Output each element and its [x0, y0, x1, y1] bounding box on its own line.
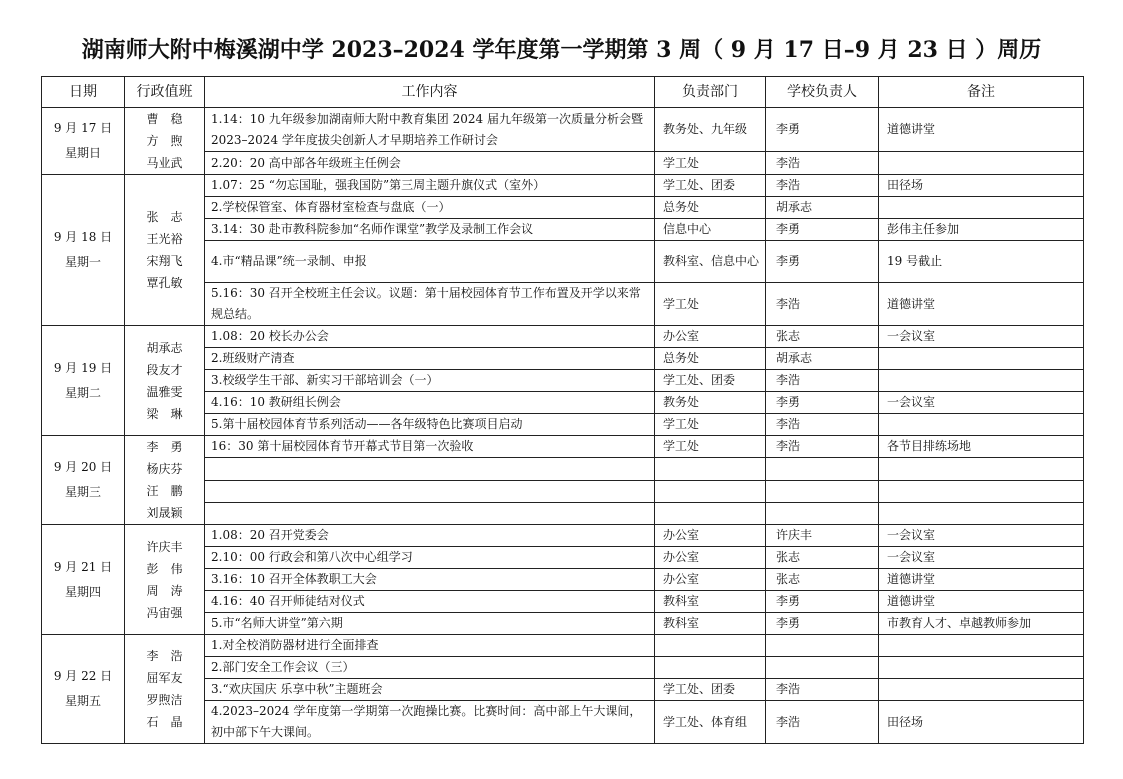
table-row [42, 326, 1084, 348]
person-cell: 李勇 [766, 241, 879, 283]
person-cell: 李浩 [766, 436, 879, 458]
content-cell [205, 458, 655, 480]
header-person: 学校负责人 [766, 77, 879, 108]
department-cell [655, 458, 766, 480]
person-cell: 李浩 [766, 370, 879, 392]
content-cell: 4.2023–2024 学年度第一学期第一次跑操比赛。比赛时间：高中部上午大课间，初中部下午大课间。 [205, 701, 655, 744]
weekday-text: 星期四 [64, 584, 101, 599]
duty-person: 梁 琳 [146, 406, 183, 421]
weekly-calendar-table [41, 76, 1084, 744]
person-cell: 李浩 [766, 679, 879, 701]
duty-person: 温雅雯 [146, 384, 183, 399]
content-cell: 1.07：25 “勿忘国耻，强我国防”第三周主题升旗仪式（室外） [205, 175, 655, 197]
department-cell: 办公室 [655, 525, 766, 547]
date-text: 9 月 17 日 [53, 121, 113, 135]
note-cell: 一会议室 [879, 547, 1084, 569]
duty-person: 彭 伟 [146, 561, 183, 576]
duty-person: 周 涛 [146, 583, 183, 598]
person-cell: 李浩 [766, 701, 879, 744]
person-cell: 李勇 [766, 392, 879, 414]
content-cell: 5.市“名师大讲堂”第六期 [205, 613, 655, 635]
content-cell: 2.班级财产清查 [205, 348, 655, 370]
note-cell [879, 635, 1084, 657]
department-cell: 教科室、信息中心 [655, 241, 766, 283]
duty-cell [125, 175, 205, 326]
page-title: 湖南师大附中梅溪湖中学 2023–2024 学年度第一学期第 3 周（ 9 月 17 日–9 月 23 日 ）周历 [81, 37, 1042, 63]
content-cell: 1.08：20 校长办公会 [205, 326, 655, 348]
content-cell: 2.10：00 行政会和第八次中心组学习 [205, 547, 655, 569]
person-cell: 张志 [766, 547, 879, 569]
table-row [42, 635, 1084, 657]
note-cell: 道德讲堂 [879, 591, 1084, 613]
content-cell [205, 480, 655, 502]
person-cell: 李勇 [766, 591, 879, 613]
table-row [42, 436, 1084, 458]
person-cell: 李勇 [766, 613, 879, 635]
note-cell: 田径场 [879, 701, 1084, 744]
duty-person: 方 煦 [146, 134, 183, 148]
duty-person: 许庆丰 [146, 539, 183, 554]
table-row [42, 175, 1084, 197]
date-text: 9 月 22 日 [53, 669, 113, 683]
note-cell [879, 502, 1084, 524]
department-cell [655, 635, 766, 657]
date-text: 9 月 20 日 [53, 460, 113, 474]
department-cell: 学工处、体育组 [655, 701, 766, 744]
person-cell: 胡承志 [766, 197, 879, 219]
date-text: 9 月 18 日 [53, 230, 113, 244]
weekday-text: 星期三 [64, 485, 101, 499]
person-cell: 李浩 [766, 283, 879, 326]
person-cell: 李勇 [766, 108, 879, 152]
duty-person: 段友才 [146, 362, 183, 377]
date-cell [42, 175, 125, 326]
note-cell [879, 480, 1084, 502]
note-cell: 一会议室 [879, 525, 1084, 547]
person-cell [766, 635, 879, 657]
weekday-text: 星期一 [64, 255, 101, 269]
note-cell: 道德讲堂 [879, 283, 1084, 326]
duty-person: 马业武 [146, 156, 183, 170]
person-cell [766, 502, 879, 524]
date-cell [42, 525, 125, 635]
note-cell: 田径场 [879, 175, 1084, 197]
content-cell: 5.16：30 召开全校班主任会议。议题：第十届校园体育节工作布置及开学以来常规总结。 [205, 283, 655, 326]
content-cell: 3.校级学生干部、新实习干部培训会（一） [205, 370, 655, 392]
content-cell: 1.08：20 召开党委会 [205, 525, 655, 547]
note-cell: 道德讲堂 [879, 569, 1084, 591]
header-date: 日期 [42, 77, 125, 108]
department-cell: 办公室 [655, 569, 766, 591]
department-cell: 学工处 [655, 436, 766, 458]
person-cell: 李勇 [766, 219, 879, 241]
header-content: 工作内容 [205, 77, 655, 108]
duty-person: 冯宙强 [146, 605, 183, 620]
content-cell: 4.16：40 召开师徒结对仪式 [205, 591, 655, 613]
weekday-text: 星期日 [64, 146, 101, 160]
person-cell: 许庆丰 [766, 525, 879, 547]
note-cell [879, 348, 1084, 370]
note-cell [879, 679, 1084, 701]
content-cell: 2.部门安全工作会议（三） [205, 657, 655, 679]
department-cell: 总务处 [655, 348, 766, 370]
table-row [42, 108, 1084, 152]
department-cell: 信息中心 [655, 219, 766, 241]
duty-cell [125, 326, 205, 436]
content-cell: 3.16：10 召开全体教职工大会 [205, 569, 655, 591]
duty-person: 王光裕 [146, 232, 183, 246]
person-cell [766, 657, 879, 679]
duty-person: 李 浩 [146, 649, 183, 663]
content-cell: 16：30 第十届校园体育节开幕式节目第一次验收 [205, 436, 655, 458]
note-cell: 各节目排练场地 [879, 436, 1084, 458]
header-row [42, 77, 1084, 108]
duty-cell [125, 108, 205, 175]
note-cell: 道德讲堂 [879, 108, 1084, 152]
duty-cell [125, 436, 205, 525]
department-cell: 教务处 [655, 392, 766, 414]
note-cell: 彭伟主任参加 [879, 219, 1084, 241]
department-cell [655, 480, 766, 502]
content-cell: 3.“欢庆国庆 乐享中秋”主题班会 [205, 679, 655, 701]
department-cell: 学工处 [655, 414, 766, 436]
department-cell: 学工处 [655, 283, 766, 326]
department-cell [655, 502, 766, 524]
content-cell: 3.14：30 赴市教科院参加“名师作课堂”教学及录制工作会议 [205, 219, 655, 241]
note-cell [879, 657, 1084, 679]
header-note: 备注 [879, 77, 1084, 108]
duty-person: 覃孔敏 [146, 276, 183, 290]
weekday-text: 星期五 [64, 694, 101, 708]
duty-person: 屈军友 [146, 671, 183, 685]
department-cell: 总务处 [655, 197, 766, 219]
duty-person: 罗煦洁 [146, 693, 183, 707]
content-cell: 2.学校保管室、体育器材室检查与盘底（一） [205, 197, 655, 219]
department-cell: 教科室 [655, 613, 766, 635]
duty-person: 汪 鹏 [146, 484, 183, 498]
duty-person: 杨庆芬 [146, 462, 183, 476]
note-cell [879, 197, 1084, 219]
duty-person: 胡承志 [146, 340, 183, 355]
person-cell [766, 480, 879, 502]
department-cell: 教科室 [655, 591, 766, 613]
department-cell: 办公室 [655, 326, 766, 348]
person-cell: 李浩 [766, 414, 879, 436]
person-cell: 李浩 [766, 175, 879, 197]
content-cell: 1.14：10 九年级参加湖南师大附中教育集团 2024 届九年级第一次质量分析会暨 2023–2024 学年度拔尖创新人才早期培养工作研讨会 [205, 108, 655, 152]
department-cell [655, 657, 766, 679]
note-cell: 一会议室 [879, 392, 1084, 414]
person-cell [766, 458, 879, 480]
person-cell: 张志 [766, 569, 879, 591]
duty-person: 石 晶 [146, 715, 183, 729]
content-cell [205, 502, 655, 524]
duty-person: 张 志 [146, 210, 183, 224]
department-cell: 学工处、团委 [655, 175, 766, 197]
department-cell: 学工处、团委 [655, 679, 766, 701]
note-cell [879, 458, 1084, 480]
person-cell: 胡承志 [766, 348, 879, 370]
note-cell: 一会议室 [879, 326, 1084, 348]
department-cell: 办公室 [655, 547, 766, 569]
note-cell: 市教育人才、卓越教师参加 [879, 613, 1084, 635]
weekday-text: 星期二 [64, 385, 101, 400]
table-row [42, 525, 1084, 547]
date-cell [42, 108, 125, 175]
duty-person: 李 勇 [146, 440, 183, 454]
content-cell: 4.16：10 教研组长例会 [205, 392, 655, 414]
note-cell [879, 414, 1084, 436]
content-cell: 5.第十届校园体育节系列活动——各年级特色比赛项目启动 [205, 414, 655, 436]
duty-person: 刘晟颖 [146, 506, 183, 520]
note-cell: 19 号截止 [879, 241, 1084, 283]
duty-cell [125, 525, 205, 635]
date-text: 9 月 19 日 [53, 360, 113, 375]
date-text: 9 月 21 日 [53, 559, 113, 574]
person-cell: 李浩 [766, 152, 879, 175]
table-body [42, 108, 1084, 744]
department-cell: 学工处、团委 [655, 370, 766, 392]
date-cell [42, 635, 125, 744]
note-cell [879, 152, 1084, 175]
date-cell [42, 436, 125, 525]
content-cell: 1.对全校消防器材进行全面排查 [205, 635, 655, 657]
date-cell [42, 326, 125, 436]
header-duty: 行政值班 [125, 77, 205, 108]
department-cell: 学工处 [655, 152, 766, 175]
duty-person: 曹 稳 [146, 112, 183, 126]
duty-cell [125, 635, 205, 744]
content-cell: 4.市“精品课”统一录制、申报 [205, 241, 655, 283]
duty-person: 宋翔飞 [146, 254, 183, 268]
header-department: 负责部门 [655, 77, 766, 108]
person-cell: 张志 [766, 326, 879, 348]
department-cell: 教务处、九年级 [655, 108, 766, 152]
note-cell [879, 370, 1084, 392]
content-cell: 2.20：20 高中部各年级班主任例会 [205, 152, 655, 175]
